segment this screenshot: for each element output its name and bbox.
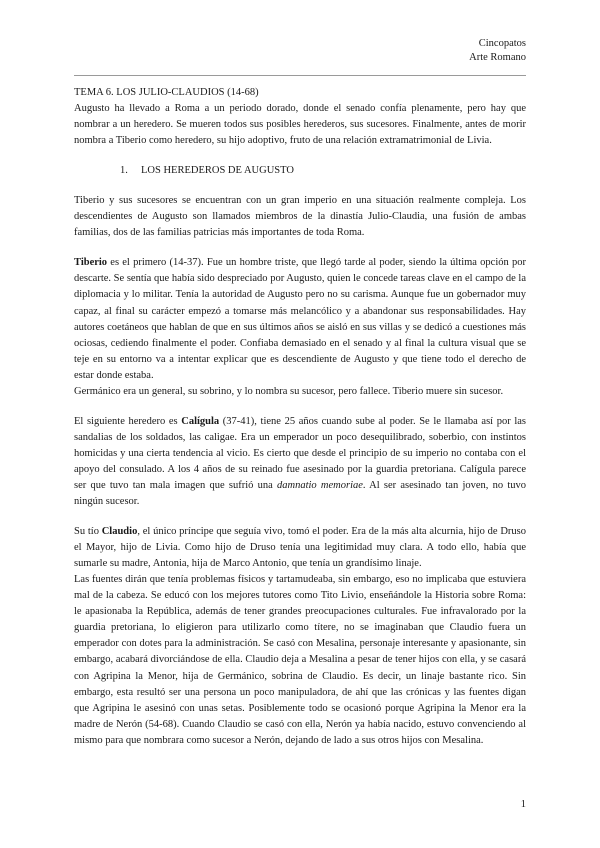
paragraph-fuentes: Las fuentes dirán que tenía problemas físicos y tartamudeaba, sin embargo, eso no implicaba que estuviera mal de la cabeza. Se educó con los mejores tutores como Tito Livio, enseñándole la Historia sobre Roma: le apasionaba la República, además de tener grandes preocupaciones culturales. Fue infravalorado por la guardia pretoriana, lo eligieron para utilizarlo como títere, no se imaginaban que Claudio fuera un emperador con dotes para la administración. Se casó con Mesalina, personaje interesante y apasionante, sin embargo, acabará divorciándose de ella. Claudio deja a Mesalina a pesar de tener hijos con ella, y se casará con Agripina la Menor, hija de Germánico, sobrina de Claudio. Es decir, un linaje bastante rico. Sin embargo, esta resultó ser una persona un poco manipuladora, de ahí que las crónicas y las fuentes digan que Agripina le asesinó con unas setas. Posiblemente todo se ocasionó porque Agripina la Menor era la madre de Nerón (54-68). Cuando Claudio se casó con ella, Nerón ya había nacido, estuvo convenciendo al mismo para que nombrara como sucesor a Nerón, dejando de lado a sus otros hijos con Mesalina.: [74, 574, 526, 746]
page-header: [469, 37, 526, 65]
claudio-text-before: Su tío: [74, 526, 102, 538]
paragraph-germanico: Germánico era un general, su sobrino, y lo nombra su sucesor, pero fallece. Tiberio muere sin sucesor.: [74, 385, 504, 397]
paragraph-sucesores: Tiberio y sus sucesores se encuentran con un gran imperio en una situación realmente compleja. Los descendientes de Augusto son llamados miembros de la dinastía Julio-Claudia, una fusión de ambas familias, dos de las familias patricias más importantes de toda Roma.: [74, 195, 526, 239]
caligula-text-after: . Al ser asesinado tan joven, no tuvo ningún sucesor.: [74, 479, 527, 508]
header-subject: Arte Romano: [469, 52, 526, 63]
intro-paragraph: Augusto ha llevado a Roma a un periodo dorado, donde el senado confía plenamente, pero hay que nombrar a un heredero. Se mueren todos sus posibles herederos, sus sucesores. Finalmente, antes de morir nombra a Tiberio como heredero, su hijo adoptivo, fruto de una relación extramatrimonial de Livia.: [74, 103, 526, 147]
paragraph-caligula: [74, 414, 526, 510]
claudio-text-after: , el único príncipe que seguía vivo, tomó el poder. Era de la más alta alcurnia, hijo de Druso el Mayor, hijo de Livia. Como hijo de Druso tenía una legitimidad muy clara. A todo ello, había que sumarle su madre, Antonia, hija de Marco Antonio, que tenía un grandísimo linaje.: [74, 526, 526, 570]
term-damnatio-memoriae: damnatio memoriae: [277, 479, 363, 491]
document-body: [74, 85, 526, 749]
header-rule: [74, 75, 526, 76]
tiberio-text: es el primero (14-37). Fue un hombre triste, que llegó tarde al poder, siendo la última opción por descarte. Se sentía que había sido despreciado por Augusto, quien le concede tareas clave en el campo de la diplomacia y lo militar. Tenía la autoridad de Augusto pero no su carisma. Aunque fue un gobernador muy capaz, al final su carácter empezó a tomarse más melancólico y a abandonar sus responsabilidades. Hay autores coetáneos que hablan de que en sus últimos años se aisló en sus villas y se dedicó a cuestiones más ociosas, cediendo finalmente el poder. Confiaba demasiado en el senado y al final la cultura visual que se teje en su entorno va a intentar explicar que es descendiente de Augusto y que tiene todo el derecho de estar donde estaba.: [74, 257, 526, 381]
caligula-text-middle: (37-41), tiene 25 años cuando sube al poder. Se le llamaba así por las sandalias de los soldados, las caligae. Era un emperador un poco desequilibrado, soberbio, con instintos homicidas y una cierta tendencia al vicio. Es cierto que desde el principio de su imperio no contaba con el apoyo del consulado. A los 4 años de su reinado fue asesinado por la guardia pretoriana. Calígula parece ser que tuvo tan mala imagen que sufrió una: [74, 415, 526, 491]
page-number: 1: [520, 799, 526, 810]
emperor-name-claudio: Claudio: [101, 526, 138, 538]
paragraph-claudio: [74, 524, 526, 572]
caligula-text-before: El siguiente heredero es: [74, 415, 182, 427]
section-number: 1.: [120, 165, 128, 177]
paragraph-tiberio: [74, 255, 526, 383]
section-heading: [74, 163, 526, 179]
document-title: TEMA 6. LOS JULIO-CLAUDIOS (14-68): [74, 87, 259, 98]
emperor-name-tiberio: Tiberio: [74, 257, 108, 269]
section-title: LOS HEREDEROS DE AUGUSTO: [141, 165, 294, 177]
header-author: Cincopatos: [478, 38, 526, 49]
emperor-name-caligula: Calígula: [181, 415, 220, 427]
